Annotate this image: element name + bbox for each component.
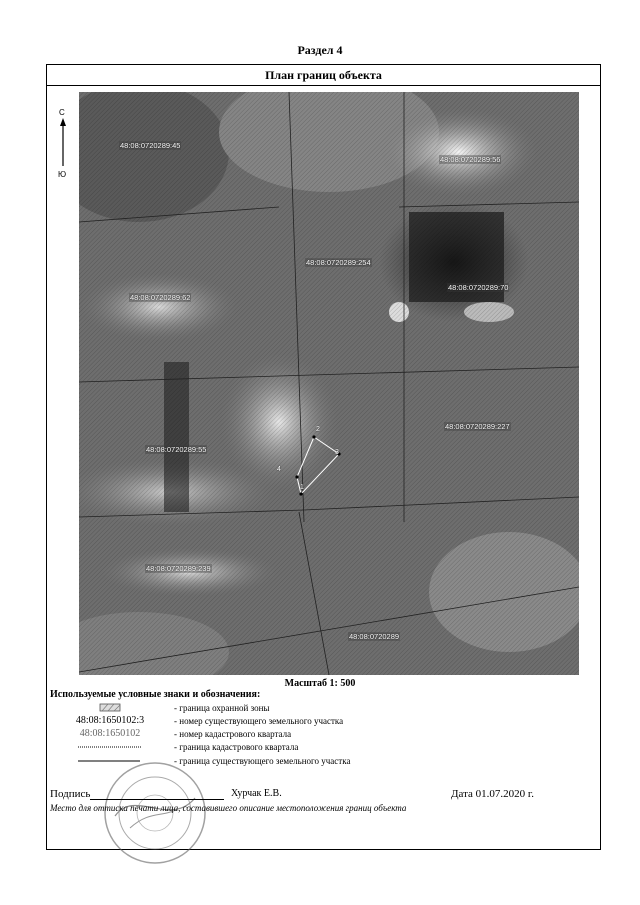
seal-stamp-icon: [100, 758, 210, 868]
protection-zone-symbol-icon: [50, 702, 170, 714]
signer-name: Хурчак Е.В.: [231, 788, 282, 799]
parcel-label[interactable]: 48:08:0720289:239: [146, 564, 211, 573]
parcel-label[interactable]: 48:08:0720289:62: [130, 293, 191, 302]
boundary-point-label: 3: [335, 449, 339, 456]
section-title: Раздел 4: [297, 43, 343, 57]
parcel-label[interactable]: 48:08:0720289:254: [306, 258, 371, 267]
legend-desc: - номер существующего земельного участка: [174, 716, 344, 726]
map-scale: Масштаб 1: 500: [284, 678, 356, 689]
signature-date: Дата 01.07.2020 г.: [451, 788, 534, 800]
legend-desc: - граница кадастрового квартала: [174, 742, 299, 752]
frame-header: План границ объекта: [47, 65, 600, 86]
legend-desc: - граница охранной зоны: [174, 703, 270, 713]
legend-item-quarter-boundary: [50, 741, 450, 753]
compass-north-label: С: [59, 108, 65, 117]
parcel-label[interactable]: 48:08:0720289:70: [448, 283, 509, 292]
quarter-boundary-symbol-icon: [50, 741, 170, 753]
legend-title: Используемые условные знаки и обозначения:: [50, 689, 261, 700]
boundary-point-label: 4: [277, 466, 281, 473]
parcel-label[interactable]: 48:08:0720289:45: [120, 141, 181, 150]
legend-desc: - номер кадастрового квартала: [174, 729, 292, 739]
map-area[interactable]: [79, 92, 579, 675]
compass: [56, 108, 72, 180]
signature-line: [90, 799, 224, 800]
parcel-label[interactable]: 48:08:0720289:55: [146, 445, 207, 454]
signature-row: [50, 788, 550, 802]
compass-south-label: Ю: [58, 170, 67, 179]
legend-desc: - граница существующего земельного участка: [174, 756, 351, 766]
parcel-label[interactable]: 48:08:0720289:56: [440, 155, 501, 164]
legend-item-quarter-number: [50, 728, 450, 740]
legend-item-protection-zone: [50, 702, 450, 714]
boundary-point-label: 1: [300, 484, 304, 491]
map-image: [79, 92, 579, 675]
legend-symbol: 48:08:1650102: [79, 728, 141, 739]
legend-item-parcel-number: [50, 715, 450, 727]
parcel-label[interactable]: 48:08:0720289:227: [445, 422, 510, 431]
boundary-point-label: 2: [316, 426, 320, 433]
stamp-note: Место для оттиска печати лица, составившего описание местоположения границ объекта: [50, 803, 407, 813]
signature-label: Подпись: [50, 788, 91, 800]
legend-symbol: [50, 702, 170, 714]
legend-symbol: [50, 741, 170, 753]
legend-symbol: 48:08:1650102:3: [75, 715, 145, 726]
parcel-label[interactable]: 48:08:0720289: [349, 632, 400, 641]
